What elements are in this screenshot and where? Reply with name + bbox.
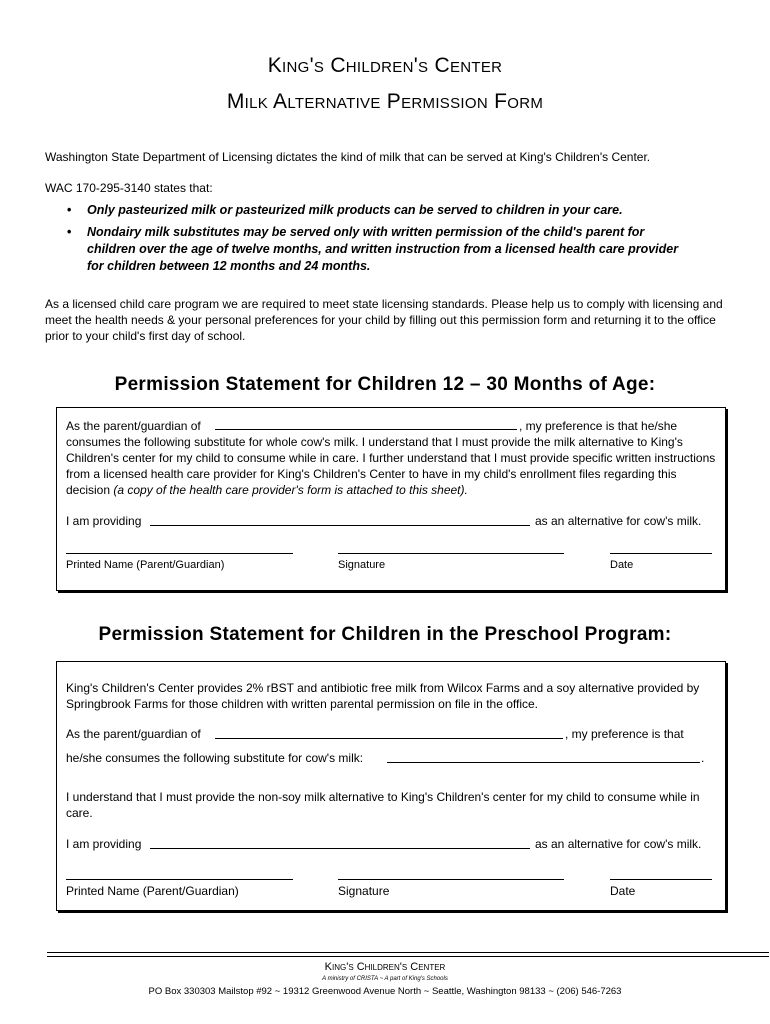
s2-body2: I understand that I must provide the non-soy milk alternative to King's Children's center for my child to consume while in care.: [66, 790, 700, 820]
s2-providing-field[interactable]: [150, 848, 530, 849]
bullet-line: Nondairy milk substitutes may be served only with written permission of the child's parent for: [87, 225, 645, 239]
s2-substitute-field[interactable]: [387, 762, 700, 763]
section1-heading: Permission Statement for Children 12 – 30 Months of Age:: [114, 374, 656, 395]
s2-substitute-prefix: he/she consumes the following substitute for cow's milk:: [66, 751, 364, 765]
s2-child-name-field[interactable]: [215, 738, 563, 739]
s2-providing-prefix: I am providing: [66, 837, 142, 851]
s2-guardian-prefix: As the parent/guardian of: [66, 727, 201, 741]
s1-guardian-suffix: , my preference is that he/she: [519, 419, 678, 433]
s1-child-name-field[interactable]: [215, 429, 517, 430]
bullet-icon: •: [67, 203, 72, 217]
bullet-icon: •: [67, 225, 72, 239]
s1-body-text: consumes the following substitute for whole cow's milk. I understand that I must provide the milk alternative to King's Children's center for my child to consume while in care. I further understand that I must provide specific written instructions from a licensed health care provider for King's Children's Center to have in my child's enrollment files regarding this decision: [66, 435, 716, 497]
s1-providing-suffix: as an alternative for cow's milk.: [535, 514, 702, 528]
s1-guardian-prefix: As the parent/guardian of: [66, 419, 201, 433]
bullet-line: children over the age of twelve months, and written instruction from a licensed health care provider: [87, 242, 679, 256]
intro-text: Washington State Department of Licensing dictates the kind of milk that can be served at King's Children's Center.: [45, 150, 651, 164]
s1-printed-name-field[interactable]: [66, 553, 293, 554]
s2-providing-suffix: as an alternative for cow's milk.: [535, 837, 702, 851]
footer-rule: [47, 952, 769, 953]
s1-providing-prefix: I am providing: [66, 514, 142, 528]
s2-printed-name-label: Printed Name (Parent/Guardian): [66, 884, 239, 898]
bullet-item: [67, 202, 747, 219]
wac-text: WAC 170-295-3140 states that:: [45, 181, 213, 195]
form-title-line2: Milk Alternative Permission Form: [226, 90, 544, 113]
s1-date-field[interactable]: [610, 553, 712, 554]
s2-guardian-suffix: , my preference is that: [565, 727, 684, 741]
s1-signature-label: Signature: [338, 559, 386, 571]
bullet-line: Only pasteurized milk or pasteurized milk products can be served to children in your care.: [87, 203, 623, 217]
bullet-item: [67, 224, 747, 275]
bullet-line: for children between 12 months and 24 months.: [87, 259, 371, 273]
s1-providing-field[interactable]: [150, 525, 530, 526]
s2-signature-label: Signature: [338, 884, 390, 898]
s1-body-italic: (a copy of the health care provider's form is attached to this sheet).: [113, 483, 468, 497]
s2-date-field[interactable]: [610, 879, 712, 880]
s1-printed-name-label: Printed Name (Parent/Guardian): [66, 559, 225, 571]
s2-substitute-suffix: .: [701, 751, 705, 765]
s1-body: [66, 434, 718, 498]
footer-tagline: A ministry of CRISTA ~ A part of King's Schools: [322, 976, 448, 982]
s2-signature-field[interactable]: [338, 879, 564, 880]
s1-signature-field[interactable]: [338, 553, 564, 554]
form-title-line1: King's Children's Center: [267, 54, 503, 77]
s2-date-label: Date: [610, 884, 636, 898]
s2-body1: King's Children's Center provides 2% rBST and antibiotic free milk from Wilcox Farms and a soy alternative provided by Springbrook Farms for those children with written parental permission on file in the office.: [66, 681, 700, 711]
s2-printed-name-field[interactable]: [66, 879, 293, 880]
s1-date-label: Date: [610, 559, 634, 571]
footer-address: PO Box 330303 Mailstop #92 ~ 19312 Greenwood Avenue North ~ Seattle, Washington 98133 ~ (206) 546-7263: [148, 986, 622, 997]
licensing-text: As a licensed child care program we are required to meet state licensing standards. Please help us to comply with licensing and meet the health needs & your personal preferences for your child by filling out this permission form and returning it to the office prior to your child's first day of school.: [45, 297, 723, 343]
footer-rule: [47, 956, 769, 957]
footer-name: King's Children's Center: [324, 961, 446, 973]
section2-heading: Permission Statement for Children in the Preschool Program:: [98, 624, 672, 645]
